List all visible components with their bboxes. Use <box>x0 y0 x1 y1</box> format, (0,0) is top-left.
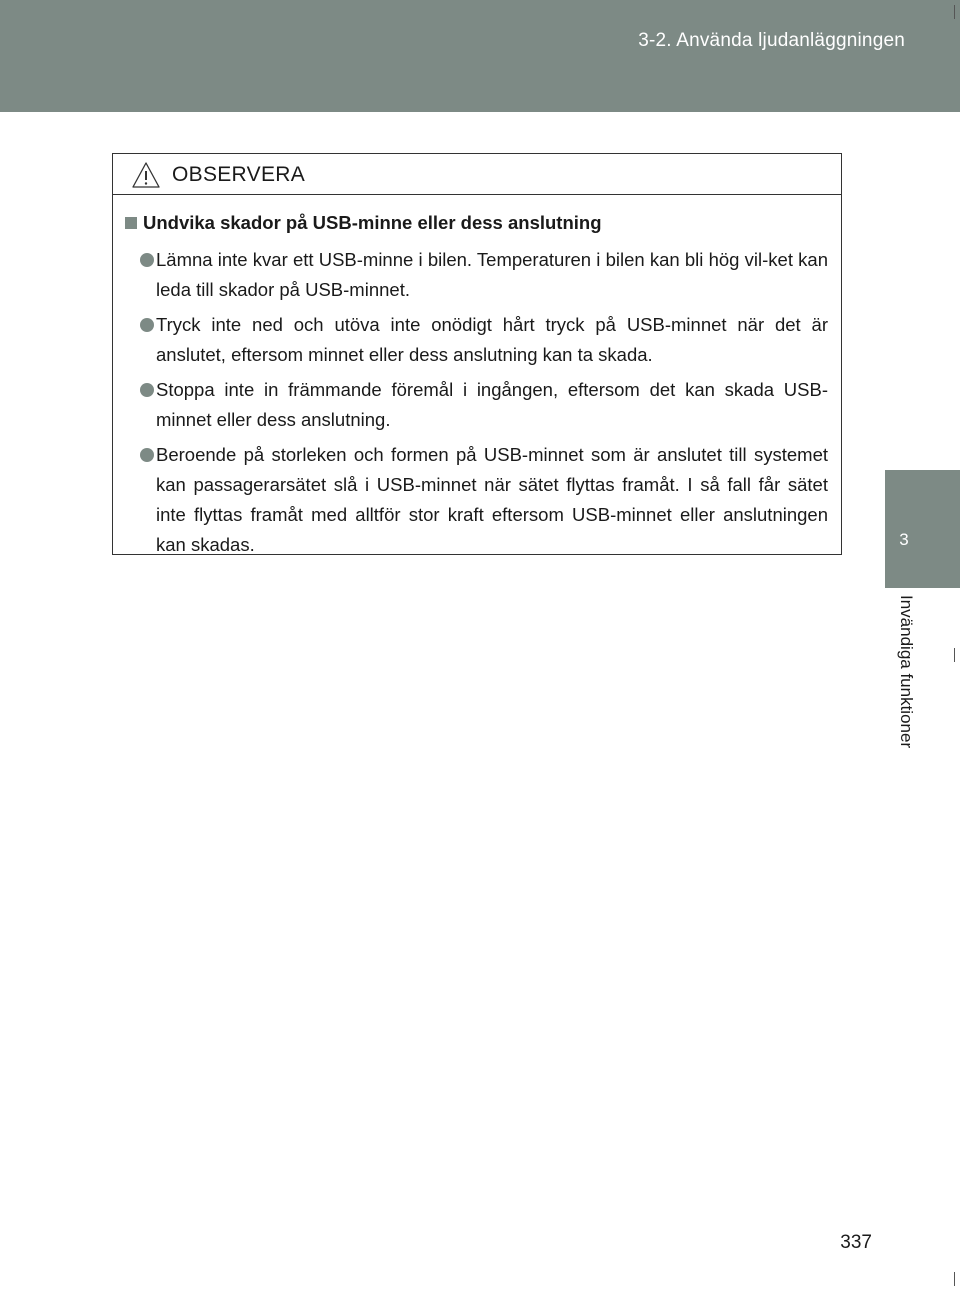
bullet-icon <box>140 253 154 267</box>
crop-mark-mid <box>954 648 955 662</box>
list-item-text: Tryck inte ned och utöva inte onödigt hårt tryck på USB-minnet när det är anslutet, eftersom minnet eller dess anslutning kan ta skada. <box>156 314 828 365</box>
chapter-name: Invändiga funktioner <box>897 595 916 749</box>
list-item <box>125 310 828 370</box>
list-item <box>125 245 828 305</box>
chapter-number: 3 <box>899 530 909 549</box>
page-number: 337 <box>840 1232 872 1253</box>
chapter-tab <box>885 470 960 588</box>
bullet-icon <box>140 448 154 462</box>
warning-label: OBSERVERA <box>172 163 306 186</box>
warning-heading <box>125 209 828 237</box>
warning-heading-text: Undvika skador på USB-minne eller dess anslutning <box>143 212 602 233</box>
list-item <box>125 375 828 435</box>
crop-mark-top <box>954 5 955 19</box>
chapter-name-container <box>885 595 925 795</box>
page-header <box>0 0 960 112</box>
list-item-text: Lämna inte kvar ett USB-minne i bilen. Temperaturen i bilen kan bli hög vil-ket kan leda till skador på USB-minnet. <box>156 249 828 300</box>
warning-triangle-icon <box>131 161 161 189</box>
warning-box <box>112 153 842 555</box>
list-item-text: Beroende på storleken och formen på USB-minnet som är anslutet till systemet kan passagerarsätet slå i USB-minnet när sätet flyttas framåt. I så fall får sätet inte flyttas framåt med alltför stor kraft eftersom USB-minnet eller anslutningen kan skadas. <box>156 444 828 555</box>
warning-body <box>113 195 841 560</box>
crop-mark-bottom <box>954 1272 955 1286</box>
bullet-icon <box>140 383 154 397</box>
warning-header <box>113 154 841 195</box>
section-title: 3-2. Använda ljudanläggningen <box>638 30 905 51</box>
square-bullet-icon <box>125 217 137 229</box>
bullet-icon <box>140 318 154 332</box>
list-item <box>125 440 828 560</box>
list-item-text: Stoppa inte in främmande föremål i ingången, eftersom det kan skada USB-minnet eller dess anslutning. <box>156 379 828 430</box>
